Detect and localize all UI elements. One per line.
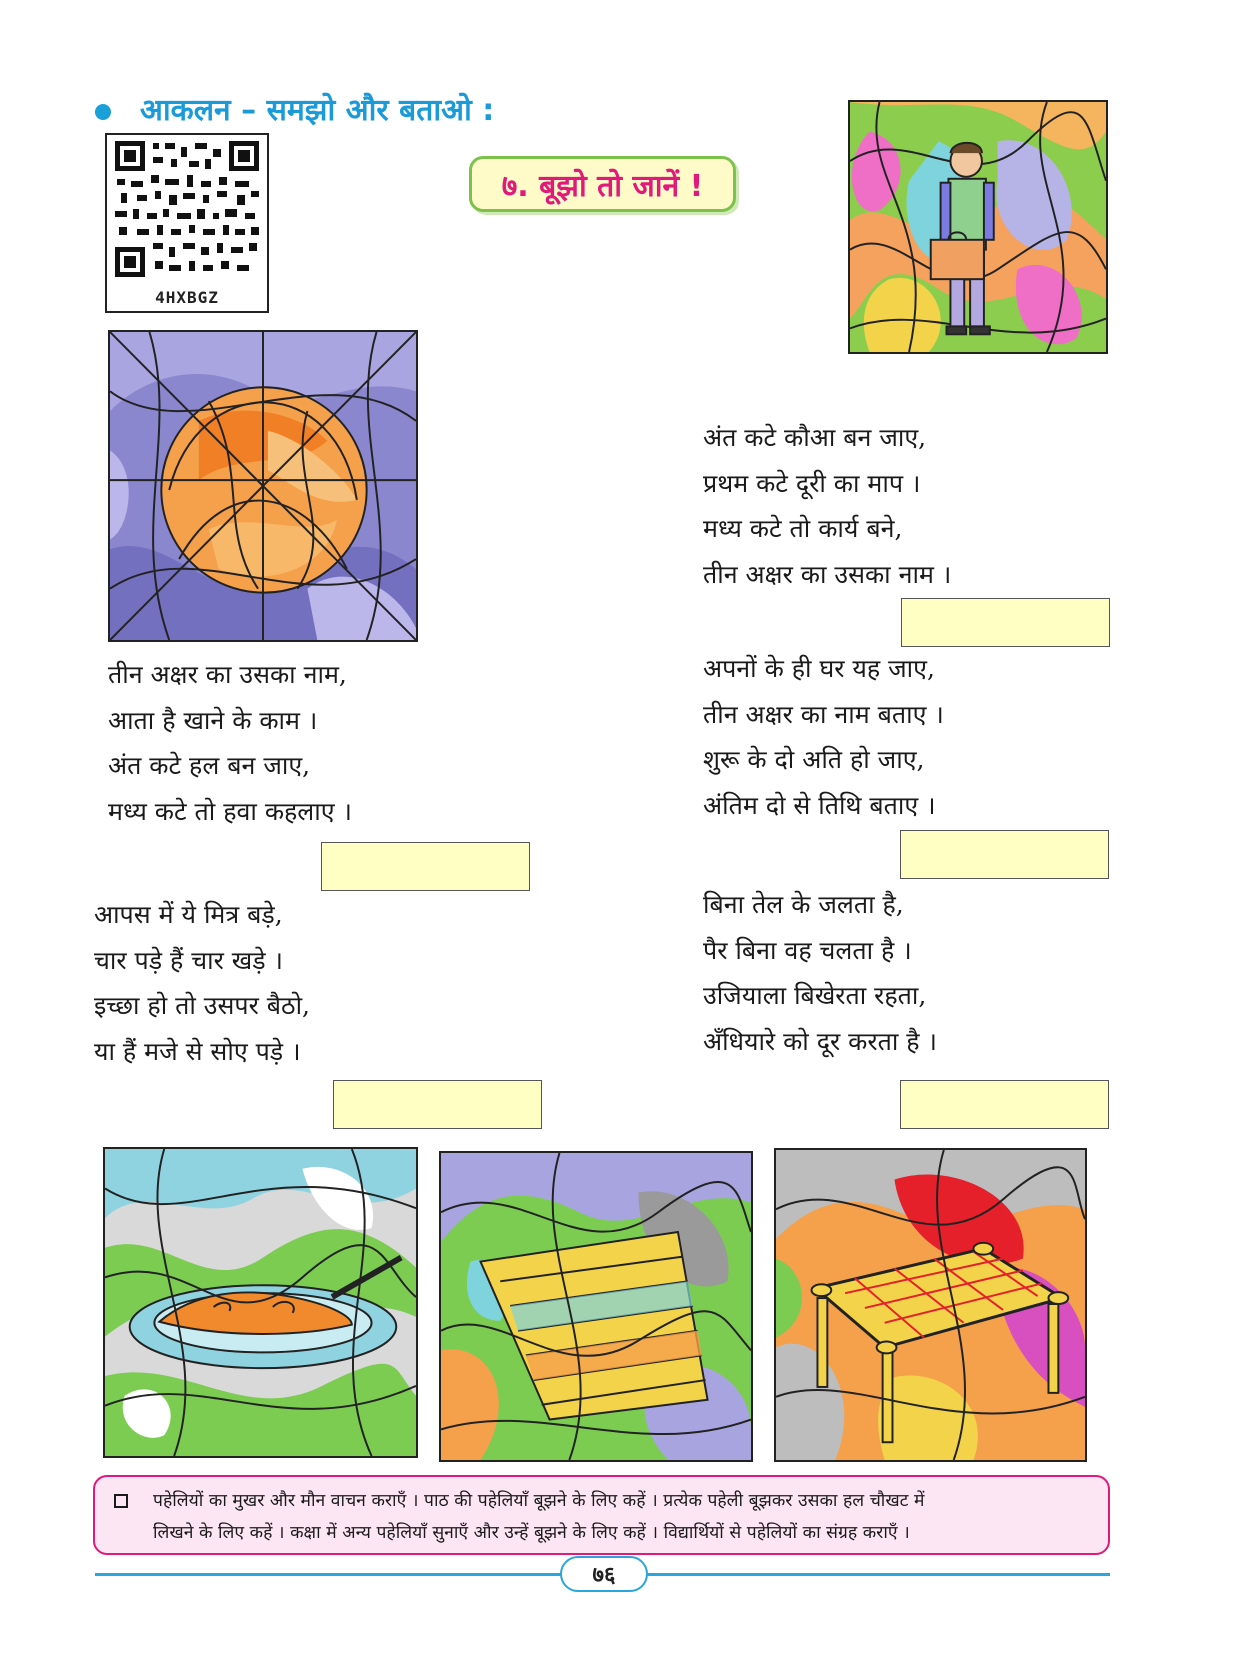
- riddle-line: उजियाला बिखेरता रहता,: [703, 981, 927, 1010]
- riddle-line: आपस में ये मित्र बड़े,: [94, 900, 283, 929]
- teacher-instructions: [93, 1475, 1110, 1555]
- qr-code-label: 4HXBGZ: [155, 288, 219, 307]
- instruction-line: लिखने के लिए कहें । कक्षा में अन्य पहेलियाँ सुनाएँ और उन्हें बूझने के लिए कहें । विद्यार्थियों से पहेलियों का संग्रह कराएँ ।: [153, 1523, 910, 1543]
- checkbox-icon: [114, 1494, 128, 1508]
- riddle-5: [703, 882, 937, 1064]
- riddle-line: प्रथम कटे दूरी का माप ।: [703, 468, 921, 498]
- instruction-line: पहेलियों का मुखर और मौन वाचन कराएँ । पाठ की पहेलियाँ बूझने के लिए कहें । प्रत्येक पहेली बूझकर उसका हल चौखट में: [153, 1491, 925, 1511]
- lesson-title: ७. बूझो तो जानें !: [469, 156, 736, 212]
- riddle-line: चार पड़े हैं चार खड़े ।: [94, 945, 284, 975]
- answer-box-3[interactable]: [901, 598, 1110, 647]
- riddle-3: [703, 415, 951, 597]
- answer-box-5[interactable]: [900, 1080, 1109, 1129]
- riddle-line: अंतिम दो से तिथि बताए ।: [703, 790, 936, 820]
- riddle-1: [108, 652, 352, 834]
- cot-illustration: [774, 1148, 1087, 1462]
- riddle-line: इच्छा हो तो उसपर बैठो,: [94, 991, 310, 1020]
- answer-box-1[interactable]: [321, 842, 530, 891]
- riddle-line: अंत कटे हल बन जाए,: [108, 751, 311, 780]
- bullet-icon: [95, 104, 111, 120]
- riddle-line: शुरू के दो अति हो जाए,: [703, 745, 925, 774]
- boy-illustration: [848, 100, 1108, 354]
- mat-illustration: [439, 1151, 753, 1462]
- riddle-line: आता है खाने के काम ।: [108, 705, 318, 735]
- sun-illustration: [108, 330, 418, 642]
- riddle-2: [94, 892, 310, 1074]
- answer-box-4[interactable]: [900, 830, 1109, 879]
- riddle-line: तीन अक्षर का नाम बताए ।: [703, 699, 944, 729]
- riddle-line: अपनों के ही घर यह जाए,: [703, 654, 935, 683]
- riddle-line: मध्य कटे तो कार्य बने,: [703, 514, 903, 543]
- riddle-line: बिना तेल के जलता है,: [703, 890, 904, 919]
- flatbread-illustration: [103, 1147, 418, 1458]
- riddle-line: तीन अक्षर का उसका नाम ।: [703, 559, 952, 589]
- riddle-line: तीन अक्षर का उसका नाम,: [108, 660, 347, 689]
- page-number: ७६: [560, 1556, 648, 1592]
- section-heading: आकलन – समझो और बताओ :: [140, 93, 495, 128]
- riddle-line: मध्य कटे तो हवा कहलाए ।: [108, 796, 352, 826]
- riddle-line: अंत कटे कौआ बन जाए,: [703, 423, 927, 452]
- qr-code[interactable]: [105, 133, 269, 313]
- riddle-line: या हैं मजे से सोए पड़े ।: [94, 1036, 301, 1066]
- riddle-4: [703, 646, 944, 828]
- answer-box-2[interactable]: [333, 1080, 542, 1129]
- riddle-line: पैर बिना वह चलता है ।: [703, 935, 912, 965]
- riddle-line: अँधियारे को दूर करता है ।: [703, 1026, 937, 1056]
- qr-pattern-icon: [107, 135, 267, 285]
